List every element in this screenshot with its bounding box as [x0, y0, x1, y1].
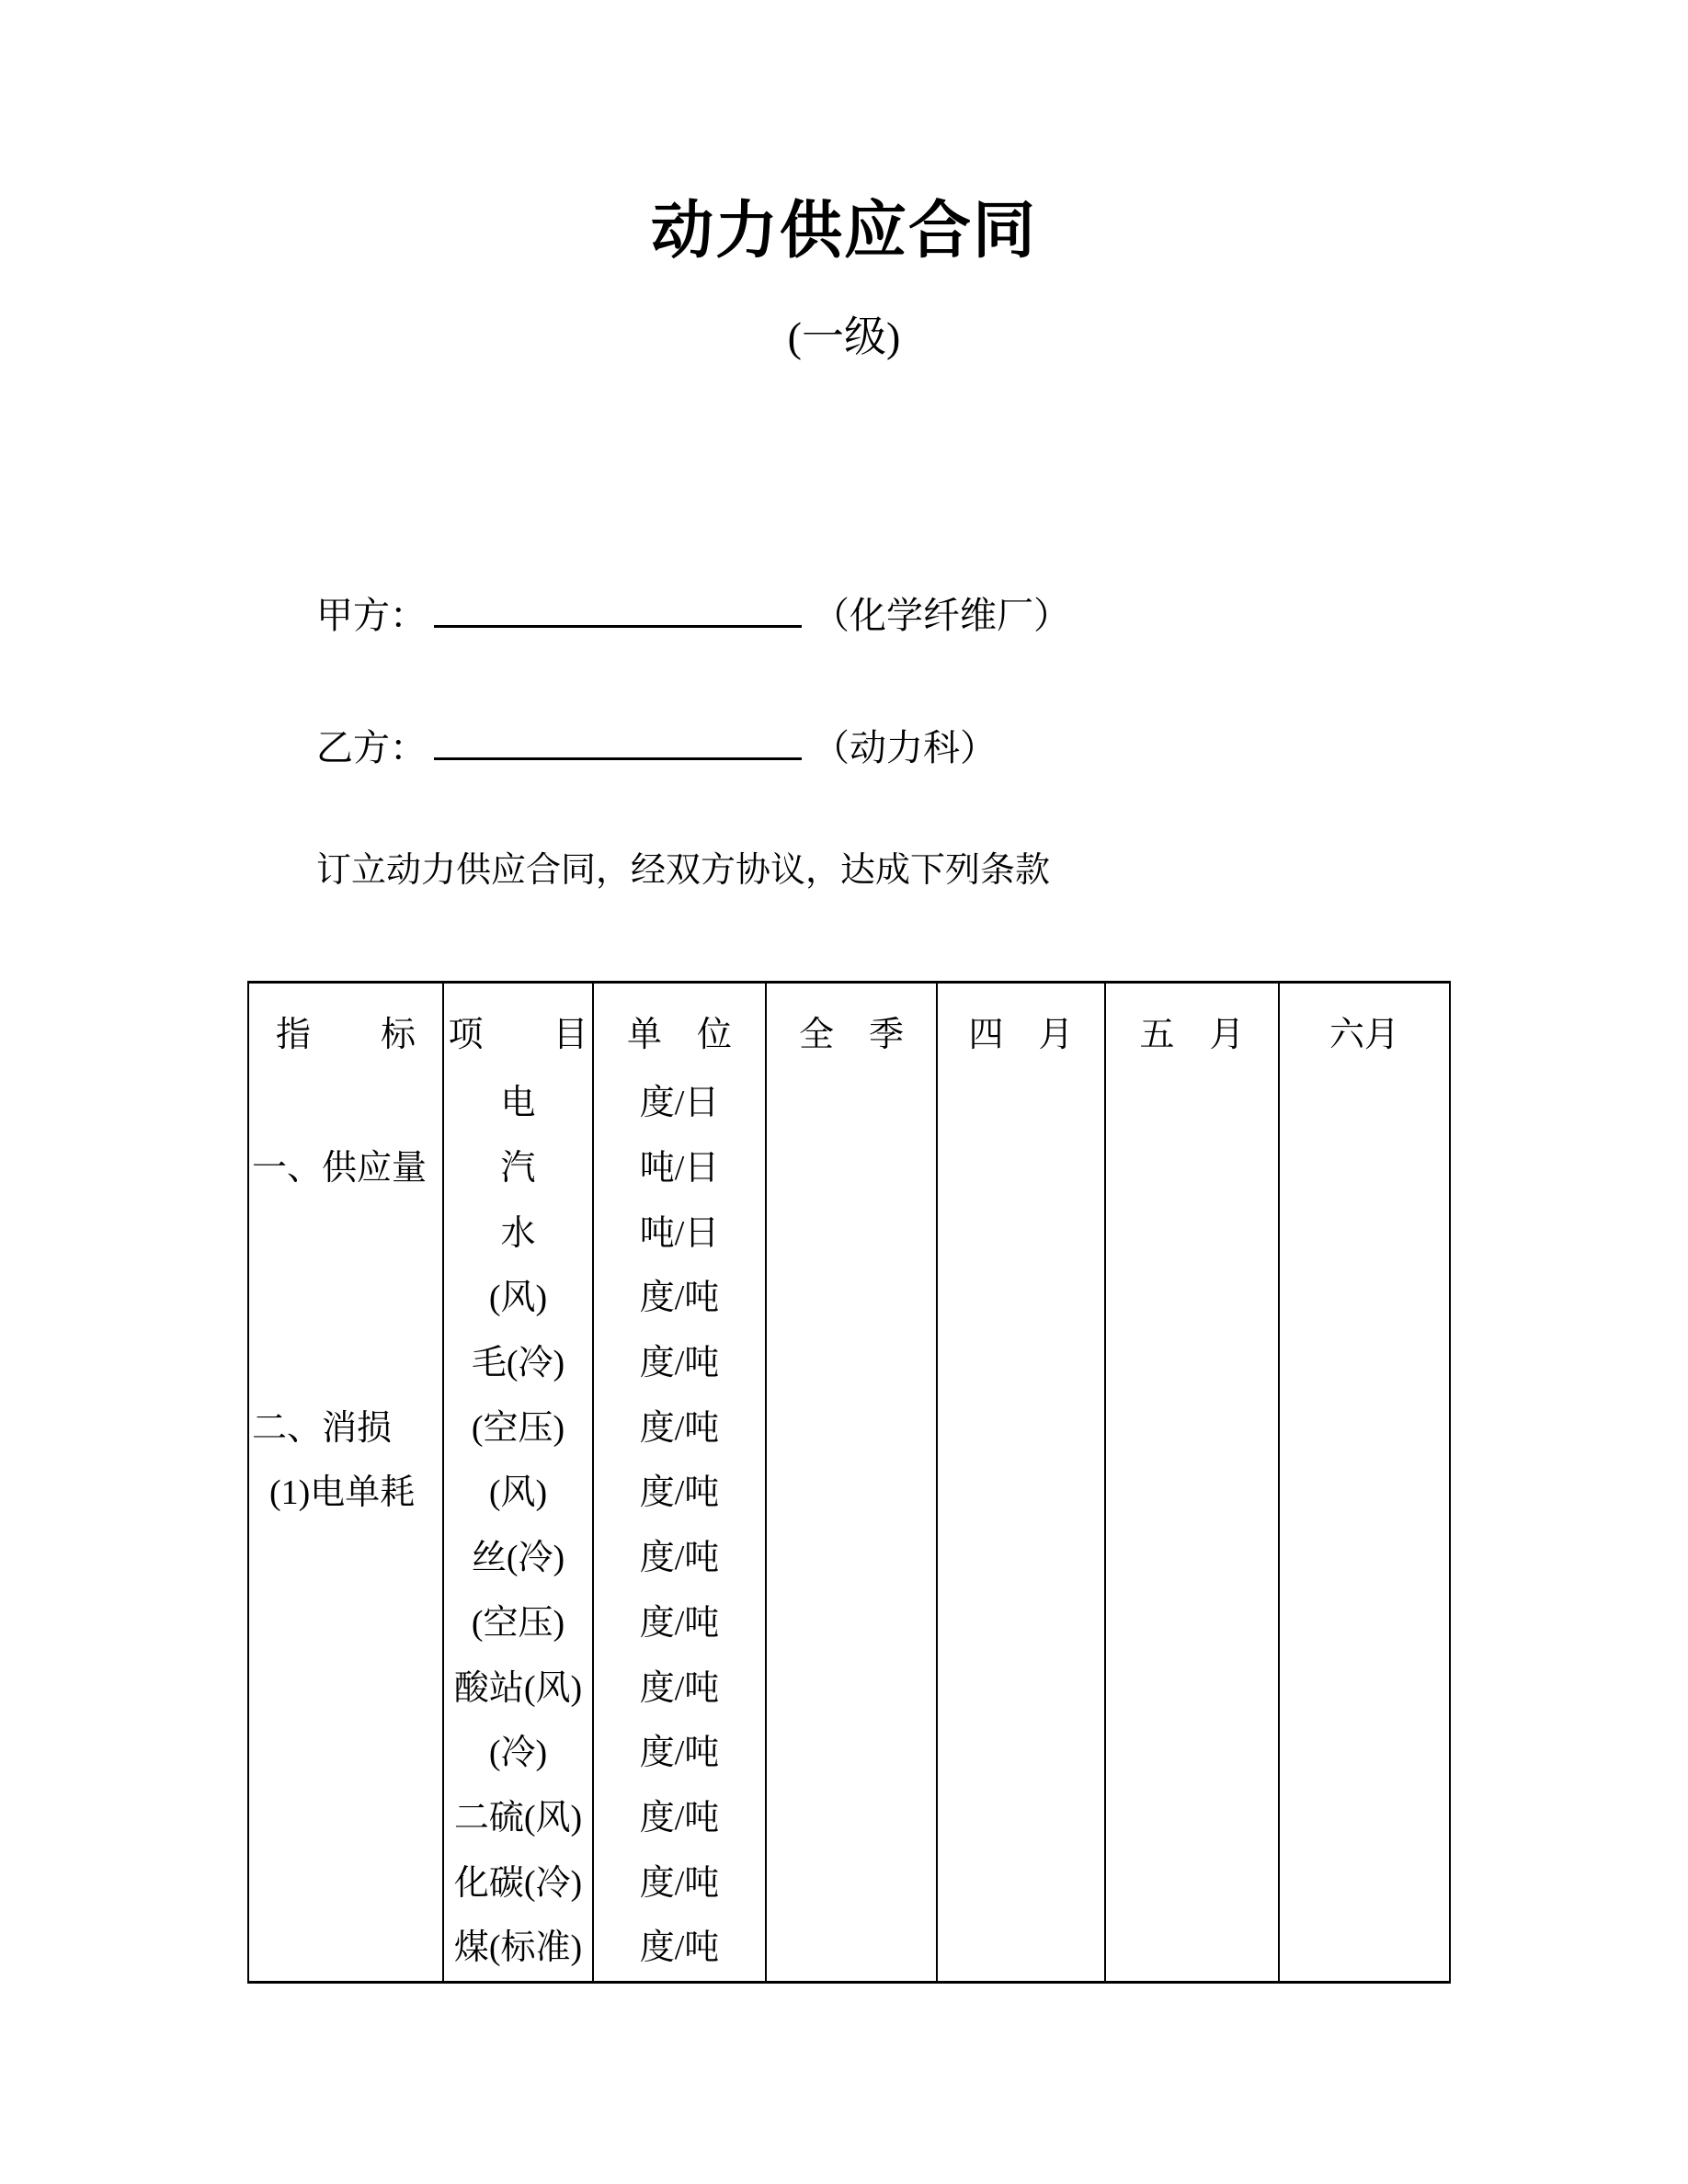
full-season-cell — [767, 1461, 938, 1526]
indicator-cell — [249, 1850, 444, 1916]
full-season-cell — [767, 1916, 938, 1981]
indicator-cell: 一、供应量 — [249, 1136, 444, 1201]
party-a-label: 甲方： — [316, 595, 427, 636]
may-cell — [1106, 1916, 1280, 1981]
may-cell — [1106, 1461, 1280, 1526]
header-full-season: 全 季 — [767, 984, 938, 1071]
unit-cell: 度/日 — [594, 1071, 767, 1136]
party-b-note: （动力科） — [813, 727, 997, 768]
item-cell: 丝(冷) — [444, 1526, 594, 1591]
item-cell: 煤(标准) — [444, 1916, 594, 1981]
june-cell — [1280, 1200, 1449, 1266]
item-cell: 酸站(风) — [444, 1655, 594, 1721]
indicator-cell: (1)电单耗 — [249, 1461, 444, 1526]
april-cell — [938, 1200, 1106, 1266]
may-cell — [1106, 1526, 1280, 1591]
april-cell — [938, 1071, 1106, 1136]
unit-cell: 吨/日 — [594, 1200, 767, 1266]
party-a-line — [316, 597, 1070, 634]
may-cell — [1106, 1200, 1280, 1266]
april-cell — [938, 1916, 1106, 1981]
header-april: 四 月 — [938, 984, 1106, 1071]
full-season-cell — [767, 1591, 938, 1656]
full-season-cell — [767, 1071, 938, 1136]
item-cell: (冷) — [444, 1721, 594, 1786]
item-cell: 水 — [444, 1200, 594, 1266]
document-title: 动力供应合同 — [650, 195, 1037, 267]
party-b-label: 乙方： — [316, 727, 427, 768]
party-b-line — [316, 727, 997, 768]
unit-cell: 度/吨 — [594, 1655, 767, 1721]
document-subtitle: (一级) — [787, 313, 901, 360]
party-a-blank-line — [434, 621, 802, 628]
item-cell: 汽 — [444, 1136, 594, 1201]
unit-cell: 度/吨 — [594, 1591, 767, 1656]
june-cell — [1280, 1461, 1449, 1526]
header-may: 五 月 — [1106, 984, 1280, 1071]
june-cell — [1280, 1786, 1449, 1851]
full-season-cell — [767, 1655, 938, 1721]
indicator-cell — [249, 1721, 444, 1786]
june-cell — [1280, 1916, 1449, 1981]
item-cell: 毛(冷) — [444, 1331, 594, 1396]
full-season-cell — [767, 1266, 938, 1331]
april-cell — [938, 1136, 1106, 1201]
may-cell — [1106, 1591, 1280, 1656]
unit-cell: 度/吨 — [594, 1786, 767, 1851]
june-cell — [1280, 1136, 1449, 1201]
intro-paragraph: 订立动力供应合同，经双方协议，达成下列条款 — [316, 851, 1051, 890]
unit-cell: 吨/日 — [594, 1136, 767, 1201]
june-cell — [1280, 1331, 1449, 1396]
header-item: 项 目 — [444, 984, 594, 1071]
header-june: 六月 — [1329, 1015, 1399, 1054]
may-cell — [1106, 1786, 1280, 1851]
full-season-cell — [767, 1136, 938, 1201]
unit-cell: 度/吨 — [594, 1526, 767, 1591]
unit-cell: 度/吨 — [594, 1461, 767, 1526]
unit-cell: 度/吨 — [594, 1916, 767, 1981]
full-season-cell — [767, 1200, 938, 1266]
full-season-cell — [767, 1786, 938, 1851]
may-cell — [1106, 1071, 1280, 1136]
item-cell: (空压) — [444, 1591, 594, 1656]
item-cell: (空压) — [444, 1395, 594, 1461]
april-cell — [938, 1721, 1106, 1786]
unit-cell: 度/吨 — [594, 1266, 767, 1331]
may-cell — [1106, 1266, 1280, 1331]
may-cell — [1106, 1395, 1280, 1461]
april-cell — [938, 1395, 1106, 1461]
indicator-cell: 二、消损 — [249, 1395, 444, 1461]
indicator-cell — [249, 1786, 444, 1851]
april-cell — [938, 1591, 1106, 1656]
unit-cell: 度/吨 — [594, 1850, 767, 1916]
unit-cell: 度/吨 — [594, 1331, 767, 1396]
full-season-cell — [767, 1526, 938, 1591]
may-cell — [1106, 1136, 1280, 1201]
june-cell — [1280, 1655, 1449, 1721]
header-indicator: 指 标 — [249, 984, 444, 1071]
april-cell — [938, 1850, 1106, 1916]
may-cell — [1106, 1655, 1280, 1721]
unit-cell: 度/吨 — [594, 1395, 767, 1461]
april-cell — [938, 1461, 1106, 1526]
item-cell: 二硫(风) — [444, 1786, 594, 1851]
party-b-blank-line — [434, 754, 802, 760]
may-cell — [1106, 1721, 1280, 1786]
june-cell — [1280, 1591, 1449, 1656]
indicator-cell — [249, 1591, 444, 1656]
full-season-cell — [767, 1850, 938, 1916]
indicator-cell — [249, 1266, 444, 1331]
april-cell — [938, 1331, 1106, 1396]
indicator-cell — [249, 1200, 444, 1266]
item-cell: 电 — [444, 1071, 594, 1136]
party-a-note: （化学纤维厂） — [813, 595, 1070, 636]
item-cell: (风) — [444, 1461, 594, 1526]
indicator-cell — [249, 1331, 444, 1396]
item-cell: 化碳(冷) — [444, 1850, 594, 1916]
full-season-cell — [767, 1395, 938, 1461]
header-unit: 单 位 — [594, 984, 767, 1071]
may-cell — [1106, 1850, 1280, 1916]
unit-cell: 度/吨 — [594, 1721, 767, 1786]
april-cell — [938, 1786, 1106, 1851]
indicator-cell — [249, 1655, 444, 1721]
april-cell — [938, 1266, 1106, 1331]
metrics-table — [247, 981, 1451, 1984]
june-cell — [1280, 1526, 1449, 1591]
item-cell: (风) — [444, 1266, 594, 1331]
june-cell — [1280, 1266, 1449, 1331]
indicator-cell — [249, 1526, 444, 1591]
indicator-cell — [249, 1916, 444, 1981]
full-season-cell — [767, 1331, 938, 1396]
june-cell — [1280, 1395, 1449, 1461]
april-cell — [938, 1655, 1106, 1721]
june-cell — [1280, 1071, 1449, 1136]
indicator-cell — [249, 1071, 444, 1136]
may-cell — [1106, 1331, 1280, 1396]
june-cell — [1280, 1721, 1449, 1786]
full-season-cell — [767, 1721, 938, 1786]
april-cell — [938, 1526, 1106, 1591]
june-cell — [1280, 1850, 1449, 1916]
